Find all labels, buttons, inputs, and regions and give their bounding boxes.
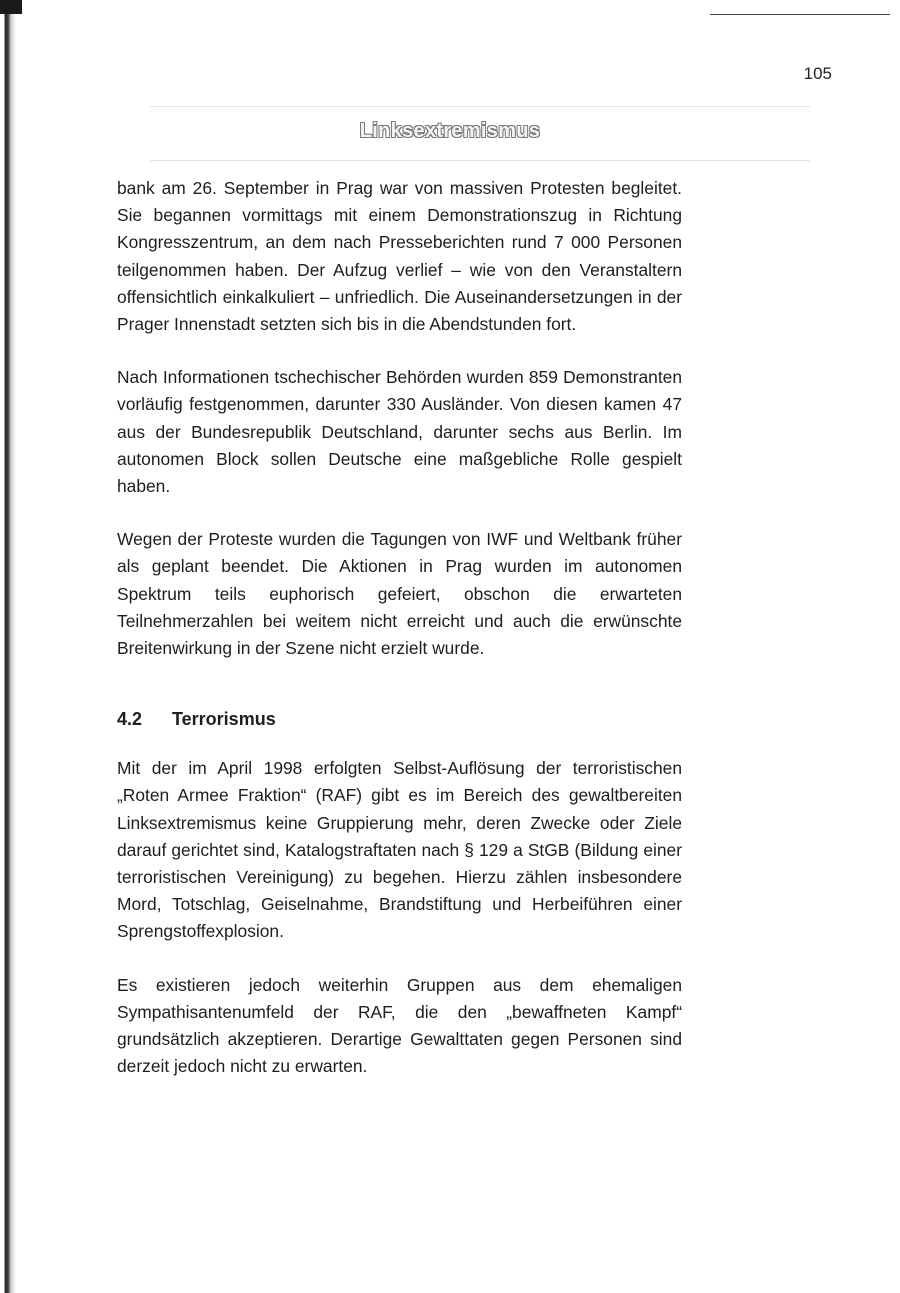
- body-text: [117, 175, 682, 1080]
- paragraph: Nach Informationen tschechischer Behörden wurden 859 Demonstranten vorläufig festgenommen, darunter 330 Ausländer. Von diesen kamen 47 aus der Bundesrepublik Deutschland, darunter sechs aus Berlin. Im autonomen Block sollen Deutsche eine maßgebliche Rolle gespielt haben.: [117, 367, 682, 497]
- top-rule: [710, 14, 890, 15]
- running-header: Linksextremismus: [359, 120, 541, 142]
- page-number: 105: [803, 64, 832, 83]
- paragraph: Wegen der Proteste wurden die Tagungen von IWF und Weltbank früher als geplant beendet. Die Aktionen in Prag wurden im autonomen Spektrum teils euphorisch gefeiert, obschon die erwarteten Teilnehmerzahlen bei weitem nicht erreicht und auch die erwünschte Breitenwirkung in der Szene nicht erzielt wurde.: [117, 529, 682, 659]
- paragraph: Es existieren jedoch weiterhin Gruppen aus dem ehemaligen Sympathisantenumfeld der RAF, die den „bewaffneten Kampf“ grundsätzlich akzeptieren. Derartige Gewalttaten gegen Personen sind derzeit jedoch nicht zu erwarten.: [117, 974, 682, 1077]
- header-rule-top: [150, 106, 810, 107]
- binding-corner-mark: [0, 0, 22, 14]
- section-title: Terrorismus: [172, 709, 276, 730]
- paragraph: bank am 26. September in Prag war von massiven Protesten begleitet. Sie begannen vormittags mit einem Demonstrationszug in Richtung Kongresszentrum, an dem nach Presseberichten rund 7 000 Personen teilgenommen haben. Der Aufzug verlief – wie von den Veranstaltern offensichtlich einkalkuliert – unfriedlich. Die Auseinandersetzungen in der Prager Innenstadt setzten sich bis in die Abendstunden fort.: [117, 178, 682, 335]
- section-heading: [117, 706, 682, 733]
- paragraph: Mit der im April 1998 erfolgten Selbst-Auflösung der terroristischen „Roten Armee Fraktion“ (RAF) gibt es im Bereich des gewaltbereiten Linksextremismus keine Gruppierung mehr, deren Zwecke oder Ziele darauf gerichtet sind, Katalogstraftaten nach § 129 a StGB (Bildung einer terroristischen Vereinigung) zu begehen. Hierzu zählen insbesondere Mord, Totschlag, Geiselnahme, Brandstiftung und Herbeiführen einer Sprengstoffexplosion.: [117, 758, 682, 942]
- header-rule-bottom: [150, 160, 810, 161]
- page-binding-edge: [0, 0, 18, 1293]
- section-number: 4.2: [117, 709, 143, 730]
